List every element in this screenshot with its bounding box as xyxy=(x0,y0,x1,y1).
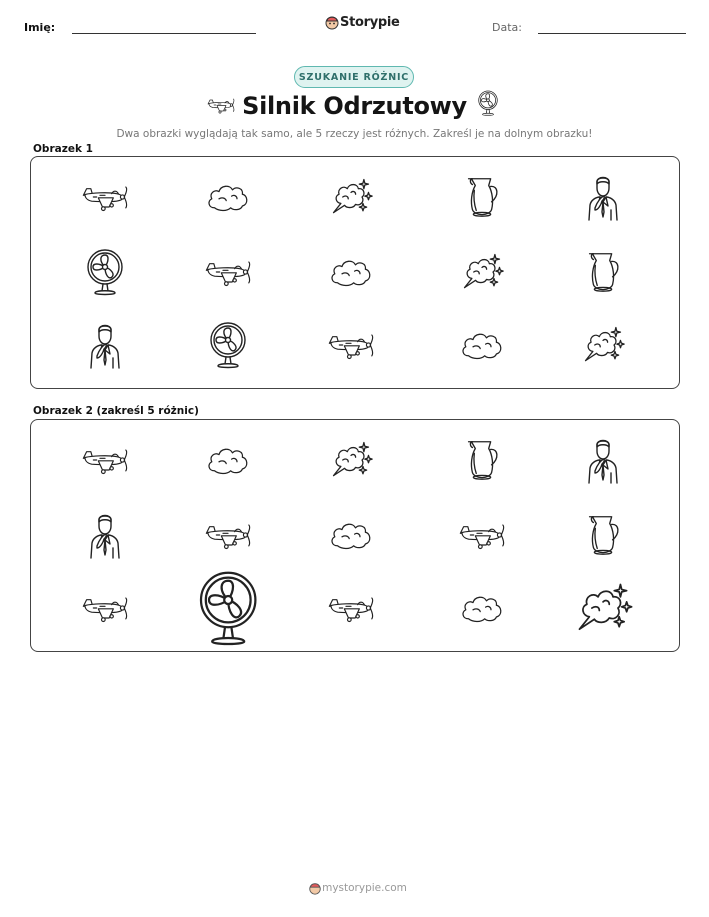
fan-icon[interactable] xyxy=(206,320,250,370)
pitcher-icon[interactable] xyxy=(583,248,623,296)
picture1-label: Obrazek 1 xyxy=(33,143,93,155)
steam-puff-icon[interactable] xyxy=(572,577,634,639)
pitcher-icon[interactable] xyxy=(583,511,623,559)
steam-puff-icon[interactable] xyxy=(328,174,374,220)
plane-icon[interactable] xyxy=(203,518,253,552)
picture1-panel xyxy=(30,156,680,389)
steam-puff-icon[interactable] xyxy=(328,437,374,483)
plane-icon[interactable] xyxy=(80,443,130,477)
date-label: Data: xyxy=(492,21,522,34)
name-line[interactable] xyxy=(72,33,256,34)
cloud-icon[interactable] xyxy=(205,179,251,215)
fan-icon[interactable] xyxy=(193,568,263,648)
thinking-man-icon[interactable] xyxy=(583,172,623,222)
fan-icon[interactable] xyxy=(83,247,127,297)
thinking-man-icon[interactable] xyxy=(85,510,125,560)
picture2-label: Obrazek 2 (zakreśl 5 różnic) xyxy=(33,405,199,417)
plane-icon[interactable] xyxy=(203,255,253,289)
pitcher-icon[interactable] xyxy=(462,173,502,221)
cloud-icon[interactable] xyxy=(205,442,251,478)
fan-icon xyxy=(476,88,500,118)
page-title: Silnik Odrzutowy xyxy=(242,92,467,120)
cloud-icon[interactable] xyxy=(328,254,374,290)
footer-url: mystorypie.com xyxy=(322,882,407,894)
cloud-icon[interactable] xyxy=(459,590,505,626)
name-label: Imię: xyxy=(24,21,56,34)
steam-puff-icon[interactable] xyxy=(580,322,626,368)
storypie-logo-icon xyxy=(324,14,340,30)
thinking-man-icon[interactable] xyxy=(583,435,623,485)
cloud-icon[interactable] xyxy=(459,327,505,363)
pitcher-icon[interactable] xyxy=(462,436,502,484)
date-line[interactable] xyxy=(538,33,686,34)
plane-icon[interactable] xyxy=(326,591,376,625)
plane-icon[interactable] xyxy=(80,591,130,625)
activity-badge: SZUKANIE RÓŻNIC xyxy=(294,66,414,88)
instructions: Dwa obrazki wyglądają tak samo, ale 5 rzeczy jest różnych. Zakreśl je na dolnym obrazku! xyxy=(116,128,593,140)
plane-icon[interactable] xyxy=(326,328,376,362)
steam-puff-icon[interactable] xyxy=(459,249,505,295)
picture2-panel xyxy=(30,419,680,652)
plane-icon[interactable] xyxy=(457,518,507,552)
cloud-icon[interactable] xyxy=(328,517,374,553)
brand-name: Storypie xyxy=(340,15,400,30)
thinking-man-icon[interactable] xyxy=(85,320,125,370)
plane-icon[interactable] xyxy=(80,180,130,214)
